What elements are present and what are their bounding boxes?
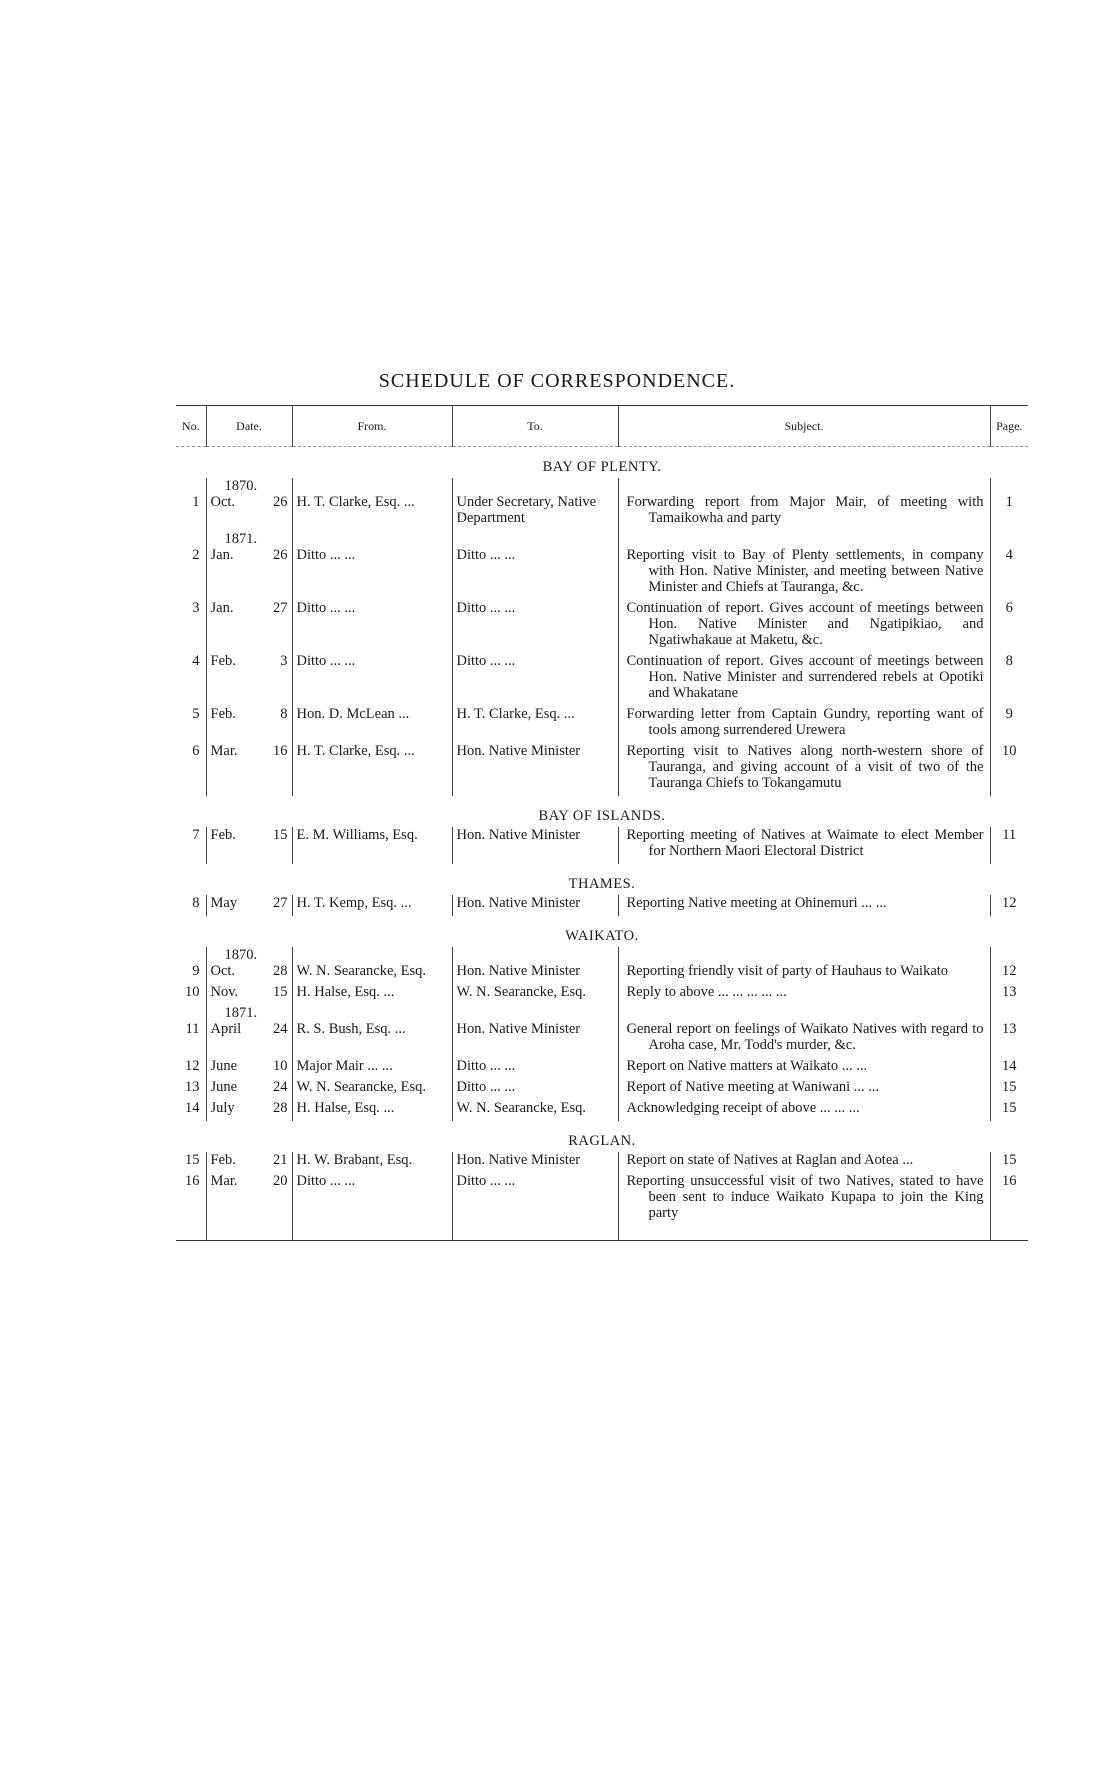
table-row — [176, 947, 1028, 984]
entry-to-text: Ditto ... ... — [456, 653, 516, 669]
section-row — [176, 1121, 1028, 1152]
entry-page — [990, 600, 1028, 653]
entry-month-day — [211, 984, 288, 1000]
entry-page — [990, 827, 1028, 864]
table-row — [176, 895, 1028, 916]
entry-from — [292, 600, 452, 653]
section-row — [176, 796, 1028, 827]
entry-subject-text: Reporting visit to Natives along north-western shore of Tauranga, and giving account of a visit of two of the Tauranga Chiefs to Tokangamutu — [626, 743, 984, 791]
entry-subject-text: Reporting Native meeting at Ohinemuri ... ... — [626, 895, 887, 911]
entry-month-day — [211, 1173, 288, 1189]
entry-month: July — [210, 1100, 235, 1116]
entry-number-text: 16 — [185, 1173, 200, 1189]
entry-from — [292, 1100, 452, 1121]
entry-subject-text: Forwarding letter from Captain Gundry, reporting want of tools among surrendered Urewera — [626, 706, 984, 738]
section-heading: BAY OF PLENTY. — [542, 459, 662, 475]
entry-to-text: Ditto ... ... — [456, 1079, 516, 1095]
entry-page — [990, 1100, 1028, 1121]
entry-date — [206, 827, 292, 864]
entry-page-text: 6 — [1005, 600, 1013, 616]
entry-from-text: H. T. Clarke, Esq. ... — [296, 743, 415, 759]
year-spacer — [995, 1005, 1025, 1021]
entry-page — [990, 706, 1028, 743]
entry-from-text: H. W. Brabant, Esq. — [296, 1152, 413, 1168]
entry-to — [452, 531, 618, 600]
entry-to — [452, 1005, 618, 1058]
entry-page-text: 12 — [1002, 895, 1017, 911]
entry-number-text: 7 — [192, 827, 200, 843]
table-row — [176, 478, 1028, 531]
entry-number — [176, 1173, 206, 1226]
year-spacer — [457, 947, 614, 963]
entry-subject — [618, 653, 990, 706]
entry-to — [452, 827, 618, 864]
entry-number — [176, 1152, 206, 1173]
entry-day: 3 — [280, 653, 288, 669]
entry-to-text: Hon. Native Minister — [456, 895, 581, 911]
entry-month: April — [210, 1021, 242, 1037]
table-row — [176, 1005, 1028, 1058]
entry-subject — [618, 1100, 990, 1121]
section-heading: THAMES. — [568, 876, 636, 892]
entry-to-text: Hon. Native Minister — [456, 1152, 581, 1168]
entry-to-text: Ditto ... ... — [456, 547, 516, 563]
entry-page — [990, 478, 1028, 531]
tail-cell — [206, 1226, 292, 1241]
entry-day: 24 — [273, 1079, 288, 1095]
year-spacer — [297, 947, 448, 963]
entry-page — [990, 1173, 1028, 1226]
entry-from — [292, 478, 452, 531]
entry-subject — [618, 984, 990, 1005]
table-row — [176, 827, 1028, 864]
entry-to-text: W. N. Searancke, Esq. — [456, 984, 587, 1000]
entry-date — [206, 1058, 292, 1079]
entry-number-text: 3 — [192, 600, 200, 616]
entry-month: Oct. — [210, 494, 236, 510]
entry-number-text: 15 — [185, 1152, 200, 1168]
entry-to — [452, 706, 618, 743]
entry-month-day — [211, 653, 288, 669]
entry-from — [292, 1058, 452, 1079]
entry-subject-text: Acknowledging receipt of above ... ... ... — [626, 1100, 860, 1116]
entry-from-text: E. M. Williams, Esq. — [296, 827, 418, 843]
entry-month-day — [211, 706, 288, 722]
entry-page-text: 15 — [1002, 1152, 1017, 1168]
entry-from-text: H. T. Kemp, Esq. ... — [296, 895, 412, 911]
entry-month: June — [210, 1079, 238, 1095]
entry-from-text: H. Halse, Esq. ... — [296, 1100, 395, 1116]
entry-subject-text: Reporting unsuccessful visit of two Natives, stated to have been sent to induce Waikato Kupapa to join the King party — [626, 1173, 984, 1221]
table-row — [176, 706, 1028, 743]
year-spacer — [180, 531, 200, 547]
entry-to-text: Ditto ... ... — [456, 600, 516, 616]
entry-day: 20 — [273, 1173, 288, 1189]
header-date: Date. — [206, 406, 292, 447]
entry-subject-text: Report of Native meeting at Waniwani ... ... — [626, 1079, 880, 1095]
entry-from-text: W. N. Searancke, Esq. — [296, 1079, 427, 1095]
entry-to — [452, 1079, 618, 1100]
entry-from — [292, 947, 452, 984]
entry-subject — [618, 743, 990, 796]
entry-number — [176, 1005, 206, 1058]
entry-date — [206, 1100, 292, 1121]
entry-from — [292, 653, 452, 706]
entry-year: 1870. — [224, 478, 258, 494]
entry-page — [990, 653, 1028, 706]
year-spacer — [995, 531, 1025, 547]
entry-number — [176, 531, 206, 600]
entry-from-text: Ditto ... ... — [296, 547, 356, 563]
entry-page — [990, 1152, 1028, 1173]
entry-subject — [618, 1058, 990, 1079]
entry-from-text: Ditto ... ... — [296, 600, 356, 616]
year-spacer — [995, 478, 1025, 494]
entry-month-day — [211, 1152, 288, 1168]
table-row — [176, 1173, 1028, 1226]
entry-number — [176, 1100, 206, 1121]
entry-month-day — [211, 743, 288, 759]
entry-number-text: 4 — [192, 653, 200, 669]
entry-date — [206, 895, 292, 916]
tail-cell — [176, 1226, 206, 1241]
entry-day: 27 — [273, 600, 288, 616]
entry-from — [292, 743, 452, 796]
entry-from-text: H. Halse, Esq. ... — [296, 984, 395, 1000]
entry-from — [292, 895, 452, 916]
entry-number-text: 2 — [192, 547, 200, 563]
table-row — [176, 1152, 1028, 1173]
entry-number — [176, 1058, 206, 1079]
entry-day: 8 — [280, 706, 288, 722]
entry-from — [292, 1005, 452, 1058]
entry-subject — [618, 1079, 990, 1100]
section-row — [176, 447, 1028, 479]
entry-page — [990, 1005, 1028, 1058]
entry-number-text: 10 — [185, 984, 200, 1000]
tail-cell — [618, 1226, 990, 1241]
entry-day: 24 — [273, 1021, 288, 1037]
table-row — [176, 1058, 1028, 1079]
entry-to — [452, 1152, 618, 1173]
entry-page-text: 12 — [1002, 963, 1017, 979]
entry-page — [990, 984, 1028, 1005]
entry-to-text: W. N. Searancke, Esq. — [456, 1100, 587, 1116]
entry-number — [176, 895, 206, 916]
tail-cell — [452, 1226, 618, 1241]
entry-date — [206, 743, 292, 796]
entry-month: Feb. — [210, 1152, 236, 1168]
table-row — [176, 743, 1028, 796]
entry-date — [206, 531, 292, 600]
entry-from-text: Ditto ... ... — [296, 1173, 356, 1189]
entry-month-day — [211, 1100, 288, 1116]
entry-date — [206, 984, 292, 1005]
entry-from — [292, 827, 452, 864]
entry-to-text: Hon. Native Minister — [456, 1021, 581, 1037]
entry-day: 15 — [273, 984, 288, 1000]
entry-number-text: 9 — [192, 963, 200, 979]
entry-page-text: 11 — [1002, 827, 1017, 843]
entry-date — [206, 1005, 292, 1058]
entry-subject — [618, 895, 990, 916]
entry-page — [990, 947, 1028, 984]
entry-day: 15 — [273, 827, 288, 843]
entry-month: Mar. — [210, 1173, 238, 1189]
year-spacer — [627, 947, 984, 963]
entry-number — [176, 827, 206, 864]
entry-day: 26 — [273, 547, 288, 563]
entry-month-day — [211, 1021, 288, 1037]
year-spacer — [180, 1005, 200, 1021]
year-spacer — [180, 947, 200, 963]
entry-date — [206, 478, 292, 531]
entry-page-text: 15 — [1002, 1079, 1017, 1095]
entry-year: 1870. — [224, 947, 258, 963]
entry-day: 27 — [273, 895, 288, 911]
entry-number — [176, 947, 206, 984]
entry-month: Mar. — [210, 743, 238, 759]
entry-subject-text: Reply to above ... ... ... ... ... — [626, 984, 787, 1000]
entry-to-text: Hon. Native Minister — [456, 743, 581, 759]
entry-subject-text: Reporting meeting of Natives at Waimate to elect Member for Northern Maori Electoral District — [626, 827, 984, 859]
entry-month: Nov. — [210, 984, 239, 1000]
entry-number-text: 1 — [192, 494, 200, 510]
entry-day: 16 — [273, 743, 288, 759]
entry-from-text: Hon. D. McLean ... — [296, 706, 410, 722]
year-spacer — [297, 531, 448, 547]
entry-number-text: 11 — [185, 1021, 200, 1037]
entry-page — [990, 1058, 1028, 1079]
year-spacer — [457, 1005, 614, 1021]
entry-page-text: 10 — [1002, 743, 1017, 759]
entry-page-text: 15 — [1002, 1100, 1017, 1116]
entry-subject — [618, 531, 990, 600]
entry-subject-text: Forwarding report from Major Mair, of meeting with Tamaikowha and party — [626, 494, 984, 526]
entry-date — [206, 947, 292, 984]
table-row — [176, 653, 1028, 706]
entry-page — [990, 1079, 1028, 1100]
header-no: No. — [176, 406, 206, 447]
entry-month-day — [211, 827, 288, 843]
year-spacer — [627, 531, 984, 547]
table-row — [176, 531, 1028, 600]
entry-number — [176, 984, 206, 1005]
entry-to-text: Hon. Native Minister — [456, 827, 581, 843]
entry-from — [292, 1152, 452, 1173]
entry-month-day — [211, 494, 288, 510]
year-spacer — [457, 531, 614, 547]
section-heading: RAGLAN. — [568, 1133, 636, 1149]
table-row — [176, 1100, 1028, 1121]
table-row — [176, 600, 1028, 653]
entry-to — [452, 984, 618, 1005]
entry-month-day — [211, 1079, 288, 1095]
entry-subject-text: Report on state of Natives at Raglan and Aotea ... — [626, 1152, 914, 1168]
entry-date — [206, 653, 292, 706]
entry-subject — [618, 478, 990, 531]
entry-date — [206, 600, 292, 653]
entry-page-text: 4 — [1005, 547, 1013, 563]
entry-to — [452, 478, 618, 531]
entry-month-day — [211, 600, 288, 616]
entry-day: 26 — [273, 494, 288, 510]
entry-subject — [618, 827, 990, 864]
year-spacer — [995, 947, 1025, 963]
header-subject: Subject. — [618, 406, 990, 447]
entry-to — [452, 895, 618, 916]
table-row — [176, 1079, 1028, 1100]
entry-month: Jan. — [210, 600, 234, 616]
table-tail-row — [176, 1226, 1028, 1241]
header-from: From. — [292, 406, 452, 447]
entry-month: May — [210, 895, 238, 911]
entry-from — [292, 531, 452, 600]
entry-year: 1871. — [224, 1005, 258, 1021]
entry-page-text: 9 — [1005, 706, 1013, 722]
entry-to-text: Hon. Native Minister — [456, 963, 581, 979]
entry-page-text: 8 — [1005, 653, 1013, 669]
entry-number-text: 14 — [185, 1100, 200, 1116]
entry-subject — [618, 1152, 990, 1173]
entry-number-text: 12 — [185, 1058, 200, 1074]
year-spacer — [627, 478, 984, 494]
entry-day: 21 — [273, 1152, 288, 1168]
entry-from-text: Ditto ... ... — [296, 653, 356, 669]
entry-number-text: 5 — [192, 706, 200, 722]
tail-cell — [990, 1226, 1028, 1241]
entry-date — [206, 706, 292, 743]
entry-from-text: Major Mair ... ... — [296, 1058, 393, 1074]
entry-month: Feb. — [210, 706, 236, 722]
header-page: Page. — [990, 406, 1028, 447]
entry-to — [452, 1058, 618, 1079]
entry-from — [292, 706, 452, 743]
entry-page-text: 13 — [1002, 1021, 1017, 1037]
entry-to — [452, 600, 618, 653]
entry-subject-text: Reporting visit to Bay of Plenty settlements, in company with Hon. Native Minister, and meeting between Native Minister and Chiefs at Tauranga, &c. — [626, 547, 984, 595]
entry-from — [292, 1079, 452, 1100]
year-spacer — [297, 1005, 448, 1021]
entry-page — [990, 743, 1028, 796]
correspondence-table — [176, 405, 1028, 1241]
entry-day: 10 — [273, 1058, 288, 1074]
entry-subject — [618, 600, 990, 653]
entry-number-text: 6 — [192, 743, 200, 759]
entry-month-day — [211, 547, 288, 563]
entry-from — [292, 984, 452, 1005]
section-heading: WAIKATO. — [565, 928, 639, 944]
entry-to — [452, 1173, 618, 1226]
entry-subject-text: Continuation of report. Gives account of meetings between Hon. Native Minister and surrendered rebels at Opotiki and Whakatane — [626, 653, 984, 701]
tail-cell — [292, 1226, 452, 1241]
entry-number-text: 8 — [192, 895, 200, 911]
entry-to-text: H. T. Clarke, Esq. ... — [456, 706, 575, 722]
entry-page-text: 16 — [1002, 1173, 1017, 1189]
section-row — [176, 916, 1028, 947]
entry-date — [206, 1152, 292, 1173]
entry-number — [176, 743, 206, 796]
table-row — [176, 984, 1028, 1005]
year-spacer — [457, 478, 614, 494]
year-spacer — [627, 1005, 984, 1021]
entry-to-text: Ditto ... ... — [456, 1173, 516, 1189]
section-row — [176, 864, 1028, 895]
entry-subject-text: Continuation of report. Gives account of meetings between Hon. Native Minister and Ngatipikiao, and Ngatiwhakaue at Maketu, &c. — [626, 600, 984, 648]
entry-month: June — [210, 1058, 238, 1074]
table-body — [176, 447, 1028, 1241]
entry-day: 28 — [273, 963, 288, 979]
entry-to-text: Ditto ... ... — [456, 1058, 516, 1074]
page-title: SCHEDULE OF CORRESPONDENCE. — [378, 370, 736, 392]
entry-month: Jan. — [210, 547, 234, 563]
entry-month: Feb. — [210, 827, 236, 843]
entry-number — [176, 653, 206, 706]
entry-subject — [618, 1173, 990, 1226]
entry-from-text: H. T. Clarke, Esq. ... — [296, 494, 415, 510]
entry-number — [176, 478, 206, 531]
entry-page-text: 13 — [1002, 984, 1017, 1000]
entry-date — [206, 1079, 292, 1100]
entry-to — [452, 653, 618, 706]
header-to: To. — [452, 406, 618, 447]
header-row — [176, 406, 1028, 447]
entry-page — [990, 895, 1028, 916]
entry-month-day — [211, 1058, 288, 1074]
year-spacer — [180, 478, 200, 494]
entry-to-text: Under Secretary, Native Department — [456, 494, 597, 526]
entry-number — [176, 1079, 206, 1100]
entry-page — [990, 531, 1028, 600]
entry-number — [176, 706, 206, 743]
entry-to — [452, 1100, 618, 1121]
entry-number — [176, 600, 206, 653]
entry-subject — [618, 706, 990, 743]
year-spacer — [297, 478, 448, 494]
entry-subject-text: Reporting friendly visit of party of Hauhaus to Waikato — [626, 963, 949, 979]
entry-to — [452, 947, 618, 984]
entry-month: Feb. — [210, 653, 236, 669]
entry-subject — [618, 947, 990, 984]
entry-subject-text: Report on Native matters at Waikato ... ... — [626, 1058, 868, 1074]
section-heading: BAY OF ISLANDS. — [538, 808, 666, 824]
entry-year: 1871. — [224, 531, 258, 547]
entry-month-day — [211, 963, 288, 979]
entry-month-day — [211, 895, 288, 911]
entry-number-text: 13 — [185, 1079, 200, 1095]
entry-page-text: 1 — [1005, 494, 1013, 510]
entry-page-text: 14 — [1002, 1058, 1017, 1074]
entry-from-text: W. N. Searancke, Esq. — [296, 963, 427, 979]
entry-day: 28 — [273, 1100, 288, 1116]
entry-month: Oct. — [210, 963, 236, 979]
entry-to — [452, 743, 618, 796]
entry-subject — [618, 1005, 990, 1058]
entry-from — [292, 1173, 452, 1226]
entry-from-text: R. S. Bush, Esq. ... — [296, 1021, 406, 1037]
entry-date — [206, 1173, 292, 1226]
entry-subject-text: General report on feelings of Waikato Natives with regard to Aroha case, Mr. Todd's murder, &c. — [626, 1021, 984, 1053]
